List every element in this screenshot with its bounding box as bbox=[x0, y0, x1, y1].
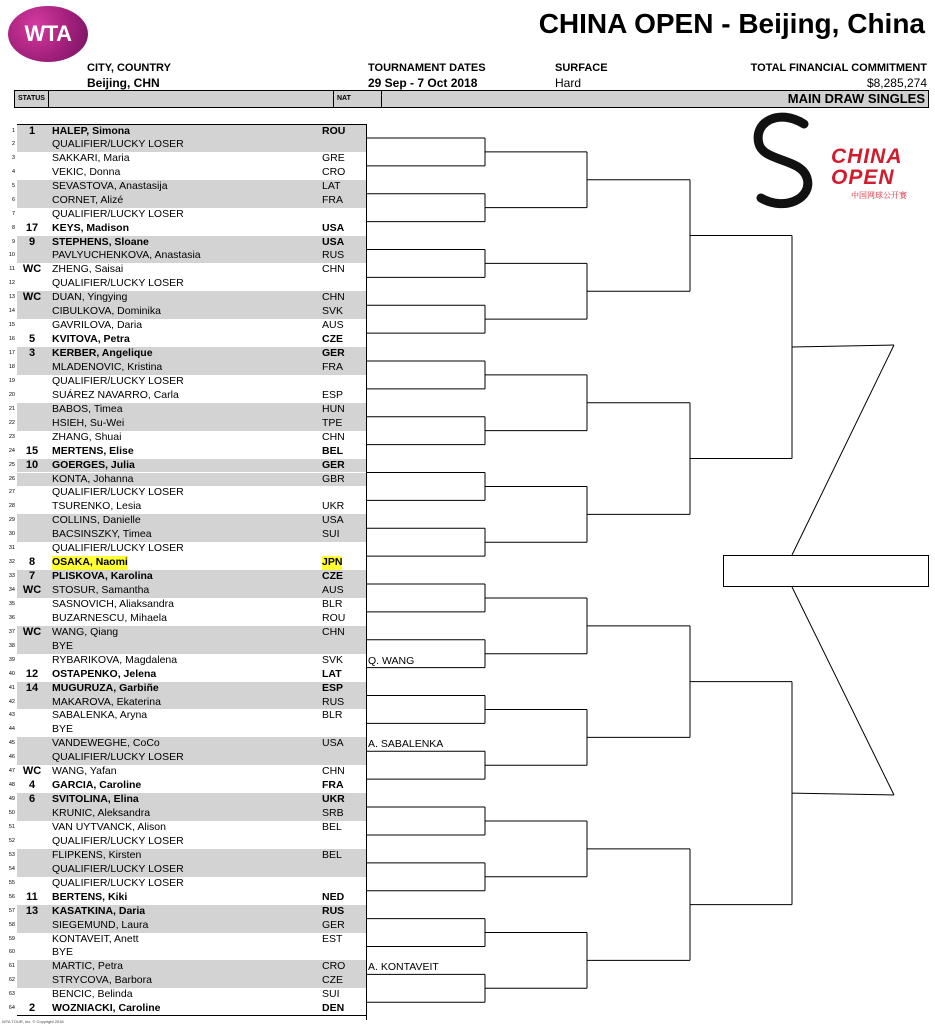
commitment-label: TOTAL FINANCIAL COMMITMENT bbox=[750, 62, 927, 74]
player-name: STOSUR, Samantha bbox=[52, 584, 150, 597]
status-column-header: STATUS bbox=[15, 91, 49, 107]
player-nationality: CHN bbox=[322, 430, 345, 443]
draw-position: 63 bbox=[8, 991, 15, 998]
player-name: CIBULKOVA, Dominika bbox=[52, 305, 161, 318]
player-name: OSAKA, Naomi bbox=[52, 556, 128, 569]
player-status: 13 bbox=[25, 904, 39, 917]
copyright-footer: WTA TOUR, Inc. © Copyright 2018 bbox=[2, 1019, 64, 1024]
player-name: KASATKINA, Daria bbox=[52, 904, 146, 917]
player-name: KONTA, Johanna bbox=[52, 472, 134, 485]
player-name: HALEP, Simona bbox=[52, 125, 130, 137]
player-name: BYE bbox=[52, 723, 74, 736]
player-name: WOZNIACKI, Caroline bbox=[52, 1002, 161, 1015]
draw-position: 26 bbox=[8, 475, 15, 482]
bracket-line bbox=[792, 345, 894, 555]
player-nationality: CRO bbox=[322, 960, 346, 973]
player-nationality: FRA bbox=[322, 360, 343, 373]
player-nationality: CRO bbox=[322, 165, 346, 178]
player-name: MAKAROVA, Ekaterina bbox=[52, 695, 161, 708]
player-name: ZHANG, Shuai bbox=[52, 430, 122, 443]
draw-position: 44 bbox=[8, 726, 15, 733]
player-name: GAVRILOVA, Daria bbox=[52, 319, 143, 332]
draw-position: 40 bbox=[8, 670, 15, 677]
player-status: 11 bbox=[26, 890, 38, 903]
draw-position: 7 bbox=[11, 210, 15, 217]
player-nationality: HUN bbox=[322, 402, 345, 415]
player-name: GOERGES, Julia bbox=[52, 458, 135, 471]
draw-position: 6 bbox=[11, 196, 15, 203]
draw-position: 12 bbox=[8, 280, 15, 287]
draw-position: 48 bbox=[8, 782, 15, 789]
draw-position: 35 bbox=[8, 600, 15, 607]
wta-logo-text: WTA bbox=[24, 21, 72, 46]
draw-position: 56 bbox=[8, 893, 15, 900]
player-name: STEPHENS, Sloane bbox=[52, 235, 149, 248]
player-name: QUALIFIER/LUCKY LOSER bbox=[52, 751, 184, 764]
draw-position: 61 bbox=[8, 963, 15, 970]
bracket-line bbox=[792, 345, 894, 347]
draw-position: 19 bbox=[8, 377, 15, 384]
china-open-logo-line2: OPEN bbox=[831, 166, 895, 189]
player-name: VANDEWEGHE, CoCo bbox=[52, 737, 160, 750]
draw-position: 27 bbox=[8, 489, 15, 496]
player-status: WC bbox=[22, 291, 42, 304]
player-status: WC bbox=[22, 765, 42, 778]
player-name: DUAN, Yingying bbox=[52, 291, 128, 304]
player-name: PAVLYUCHENKOVA, Anastasia bbox=[52, 249, 201, 262]
player-nationality: CZE bbox=[322, 333, 343, 346]
draw-position: 58 bbox=[8, 921, 15, 928]
player-name: ZHENG, Saisai bbox=[52, 263, 124, 276]
player-status: 3 bbox=[28, 347, 36, 360]
draw-position: 2 bbox=[11, 140, 15, 147]
draw-position: 49 bbox=[8, 796, 15, 803]
draw-position: 20 bbox=[8, 391, 15, 398]
player-name: BUZARNESCU, Mihaela bbox=[52, 611, 167, 624]
player-name: QUALIFIER/LUCKY LOSER bbox=[52, 207, 184, 220]
player-name: KERBER, Angelique bbox=[52, 347, 153, 360]
draw-position: 10 bbox=[8, 252, 15, 259]
dates-label: TOURNAMENT DATES bbox=[368, 62, 486, 74]
draw-position: 47 bbox=[8, 768, 15, 775]
player-nationality: SUI bbox=[322, 988, 340, 1001]
draw-position: 3 bbox=[11, 154, 15, 161]
player-name: SABALENKA, Aryna bbox=[52, 709, 148, 722]
player-name: QUALIFIER/LUCKY LOSER bbox=[52, 374, 184, 387]
nat-column-header: NAT bbox=[337, 95, 351, 102]
player-nationality: CZE bbox=[322, 570, 343, 583]
page-title: CHINA OPEN - Beijing, China bbox=[538, 8, 925, 39]
player-name: SASNOVICH, Aliaksandra bbox=[52, 597, 174, 610]
player-name: COLLINS, Danielle bbox=[52, 514, 141, 527]
commitment-value: $8,285,274 bbox=[866, 76, 927, 90]
draw-position: 14 bbox=[8, 308, 15, 315]
player-nationality: GER bbox=[322, 347, 345, 360]
draw-position: 16 bbox=[8, 336, 15, 343]
player-name: STRYCOVA, Barbora bbox=[52, 974, 152, 987]
player-name: KEYS, Madison bbox=[52, 221, 130, 234]
player-name: QUALIFIER/LUCKY LOSER bbox=[52, 137, 184, 150]
player-nationality: CHN bbox=[322, 765, 345, 778]
draw-position: 17 bbox=[8, 350, 15, 357]
player-name: QUALIFIER/LUCKY LOSER bbox=[52, 876, 184, 889]
player-name: BABOS, Timea bbox=[52, 402, 123, 415]
draw-position: 45 bbox=[8, 740, 15, 747]
player-nationality: BEL bbox=[322, 848, 342, 861]
player-nationality: AUS bbox=[322, 584, 344, 597]
champion-box bbox=[723, 555, 929, 587]
player-nationality: SUI bbox=[322, 528, 340, 541]
player-name: BENCIC, Belinda bbox=[52, 988, 133, 1001]
player-nationality: ESP bbox=[322, 681, 344, 694]
draw-position: 33 bbox=[8, 573, 15, 580]
player-name: PLISKOVA, Karolina bbox=[52, 570, 153, 583]
draw-position: 37 bbox=[8, 628, 15, 635]
player-nationality: JPN bbox=[322, 556, 343, 569]
player-name: TSURENKO, Lesia bbox=[52, 500, 142, 513]
player-nationality: RUS bbox=[322, 695, 345, 708]
player-nationality: BLR bbox=[322, 709, 343, 722]
player-name: QUALIFIER/LUCKY LOSER bbox=[52, 542, 184, 555]
main-draw-label: MAIN DRAW SINGLES bbox=[787, 91, 925, 106]
player-status: 12 bbox=[25, 667, 39, 680]
player-name: CORNET, Alizé bbox=[52, 193, 124, 206]
player-nationality: LAT bbox=[322, 667, 342, 680]
surface-value: Hard bbox=[555, 76, 582, 90]
player-status: 7 bbox=[28, 570, 36, 583]
player-nationality: BEL bbox=[322, 821, 342, 833]
surface-label: SURFACE bbox=[555, 62, 608, 74]
draw-position: 52 bbox=[8, 837, 15, 844]
player-nationality: AUS bbox=[322, 319, 344, 332]
draw-position: 46 bbox=[8, 754, 15, 761]
draw-position: 23 bbox=[8, 433, 15, 440]
player-name: BYE bbox=[52, 946, 74, 959]
draw-position: 18 bbox=[8, 363, 15, 370]
player-nationality: FRA bbox=[322, 193, 343, 206]
player-status: WC bbox=[22, 625, 42, 638]
draw-position: 1 bbox=[11, 128, 15, 134]
player-name: MERTENS, Elise bbox=[52, 444, 134, 457]
player-nationality: CHN bbox=[322, 263, 345, 276]
player-status: 10 bbox=[25, 458, 39, 471]
player-name: QUALIFIER/LUCKY LOSER bbox=[52, 834, 184, 847]
player-nationality: SVK bbox=[322, 653, 344, 666]
bracket-line bbox=[792, 793, 894, 795]
second-round-player: A. SABALENKA bbox=[368, 738, 444, 751]
player-nationality: USA bbox=[322, 221, 345, 234]
player-name: BACSINSZKY, Timea bbox=[52, 528, 152, 541]
player-name: KONTAVEIT, Anett bbox=[52, 932, 139, 945]
player-nationality: GRE bbox=[322, 151, 345, 164]
draw-position: 34 bbox=[8, 587, 15, 594]
player-status: WC bbox=[22, 584, 42, 597]
draw-position: 9 bbox=[11, 238, 15, 245]
player-name: WANG, Yafan bbox=[52, 765, 117, 778]
player-nationality: ROU bbox=[322, 611, 346, 624]
player-status: 1 bbox=[28, 125, 36, 137]
player-nationality: LAT bbox=[322, 179, 341, 192]
player-status: 4 bbox=[28, 779, 36, 792]
draw-position: 59 bbox=[8, 935, 15, 942]
draw-position: 60 bbox=[8, 949, 15, 956]
player-nationality: GER bbox=[322, 918, 345, 931]
player-nationality: CHN bbox=[322, 291, 345, 304]
draw-position: 54 bbox=[8, 865, 15, 872]
draw-position: 4 bbox=[11, 168, 15, 175]
player-nationality: ROU bbox=[322, 125, 346, 137]
player-nationality: RUS bbox=[322, 904, 345, 917]
player-nationality: RUS bbox=[322, 249, 345, 262]
player-status: 17 bbox=[25, 221, 39, 234]
draw-position: 22 bbox=[8, 419, 15, 426]
player-nationality: DEN bbox=[322, 1002, 345, 1015]
player-name: MUGURUZA, Garbiñe bbox=[52, 681, 159, 694]
player-nationality: EST bbox=[322, 932, 343, 945]
player-status: 9 bbox=[28, 235, 36, 248]
player-name: WANG, Qiang bbox=[52, 625, 119, 638]
player-nationality: ESP bbox=[322, 388, 344, 401]
player-status: 15 bbox=[25, 444, 39, 457]
draw-position: 43 bbox=[8, 712, 15, 719]
draw-position: 50 bbox=[8, 810, 15, 817]
draw-position: 51 bbox=[8, 824, 15, 830]
player-nationality: SRB bbox=[322, 807, 344, 820]
player-nationality: GBR bbox=[322, 472, 345, 485]
player-name: RYBARIKOVA, Magdalena bbox=[52, 653, 178, 666]
player-status: 14 bbox=[25, 681, 39, 694]
player-name: QUALIFIER/LUCKY LOSER bbox=[52, 486, 184, 499]
player-nationality: GER bbox=[322, 458, 345, 471]
player-name: VEKIC, Donna bbox=[52, 165, 121, 178]
player-nationality: BEL bbox=[322, 444, 343, 457]
player-nationality: UKR bbox=[322, 793, 345, 806]
player-status: 8 bbox=[28, 556, 36, 569]
draw-position: 36 bbox=[8, 614, 15, 621]
draw-position: 13 bbox=[8, 294, 15, 301]
draw-position: 55 bbox=[8, 879, 15, 886]
draw-position: 32 bbox=[8, 559, 15, 566]
player-nationality: NED bbox=[322, 890, 345, 903]
player-nationality: USA bbox=[322, 235, 345, 248]
player-nationality: UKR bbox=[322, 500, 345, 513]
player-name: HSIEH, Su-Wei bbox=[52, 416, 125, 429]
player-status: 2 bbox=[28, 1002, 36, 1015]
player-name: MLADENOVIC, Kristina bbox=[52, 360, 163, 373]
player-name: SUÁREZ NAVARRO, Carla bbox=[52, 388, 179, 401]
player-status: WC bbox=[22, 263, 42, 276]
player-name: GARCIA, Caroline bbox=[52, 779, 142, 792]
player-name: BYE bbox=[52, 639, 74, 652]
draw-position: 28 bbox=[8, 503, 15, 510]
city-label: CITY, COUNTRY bbox=[87, 62, 171, 74]
player-name: QUALIFIER/LUCKY LOSER bbox=[52, 862, 184, 875]
player-name: FLIPKENS, Kirsten bbox=[52, 848, 142, 861]
bracket-line bbox=[792, 587, 894, 795]
draw-position: 29 bbox=[8, 517, 15, 524]
draw-position: 57 bbox=[8, 907, 15, 914]
draw-position: 8 bbox=[11, 224, 15, 231]
player-name: KVITOVA, Petra bbox=[52, 333, 130, 346]
draw-position: 21 bbox=[8, 405, 15, 412]
dates-value: 29 Sep - 7 Oct 2018 bbox=[368, 76, 478, 90]
player-name: MARTIC, Petra bbox=[52, 960, 123, 973]
player-name: QUALIFIER/LUCKY LOSER bbox=[52, 277, 184, 290]
china-open-logo-chinese: 中国网球公开赛 bbox=[851, 191, 907, 200]
draw-position: 53 bbox=[8, 851, 15, 858]
player-name: SVITOLINA, Elina bbox=[52, 793, 139, 806]
draw-position: 5 bbox=[11, 182, 15, 189]
draw-position: 41 bbox=[8, 684, 15, 691]
player-nationality: SVK bbox=[322, 305, 344, 318]
player-name: SIEGEMUND, Laura bbox=[52, 918, 149, 931]
player-nationality: FRA bbox=[322, 779, 344, 792]
player-name: KRUNIC, Aleksandra bbox=[52, 807, 151, 820]
city-value: Beijing, CHN bbox=[87, 76, 160, 90]
draw-position: 62 bbox=[8, 977, 15, 984]
second-round-player: Q. WANG bbox=[368, 654, 415, 667]
player-name: SEVASTOVA, Anastasija bbox=[52, 179, 168, 192]
player-nationality: CZE bbox=[322, 974, 343, 987]
player-name: OSTAPENKO, Jelena bbox=[52, 667, 157, 680]
draw-position: 31 bbox=[8, 545, 15, 552]
player-status: 6 bbox=[28, 793, 36, 806]
player-status: 5 bbox=[28, 333, 36, 346]
player-nationality: CHN bbox=[322, 625, 345, 638]
player-name: BERTENS, Kiki bbox=[52, 890, 128, 903]
draw-position: 15 bbox=[8, 322, 15, 329]
player-nationality: TPE bbox=[322, 416, 343, 429]
draw-position: 25 bbox=[8, 461, 15, 468]
draw-position: 42 bbox=[8, 698, 15, 705]
draw-position: 11 bbox=[9, 266, 15, 273]
draw-position: 64 bbox=[8, 1005, 15, 1012]
player-name: SAKKARI, Maria bbox=[52, 151, 130, 164]
draw-position: 39 bbox=[8, 656, 15, 663]
second-round-player: A. KONTAVEIT bbox=[368, 961, 439, 974]
player-nationality: BLR bbox=[322, 597, 343, 610]
player-name: VAN UYTVANCK, Alison bbox=[52, 821, 166, 833]
player-nationality: USA bbox=[322, 514, 344, 527]
china-open-logo-line1: CHINA bbox=[831, 145, 903, 168]
draw-position: 24 bbox=[8, 447, 15, 454]
draw-position: 38 bbox=[8, 642, 15, 649]
draw-position: 30 bbox=[8, 531, 15, 538]
player-nationality: USA bbox=[322, 737, 344, 750]
